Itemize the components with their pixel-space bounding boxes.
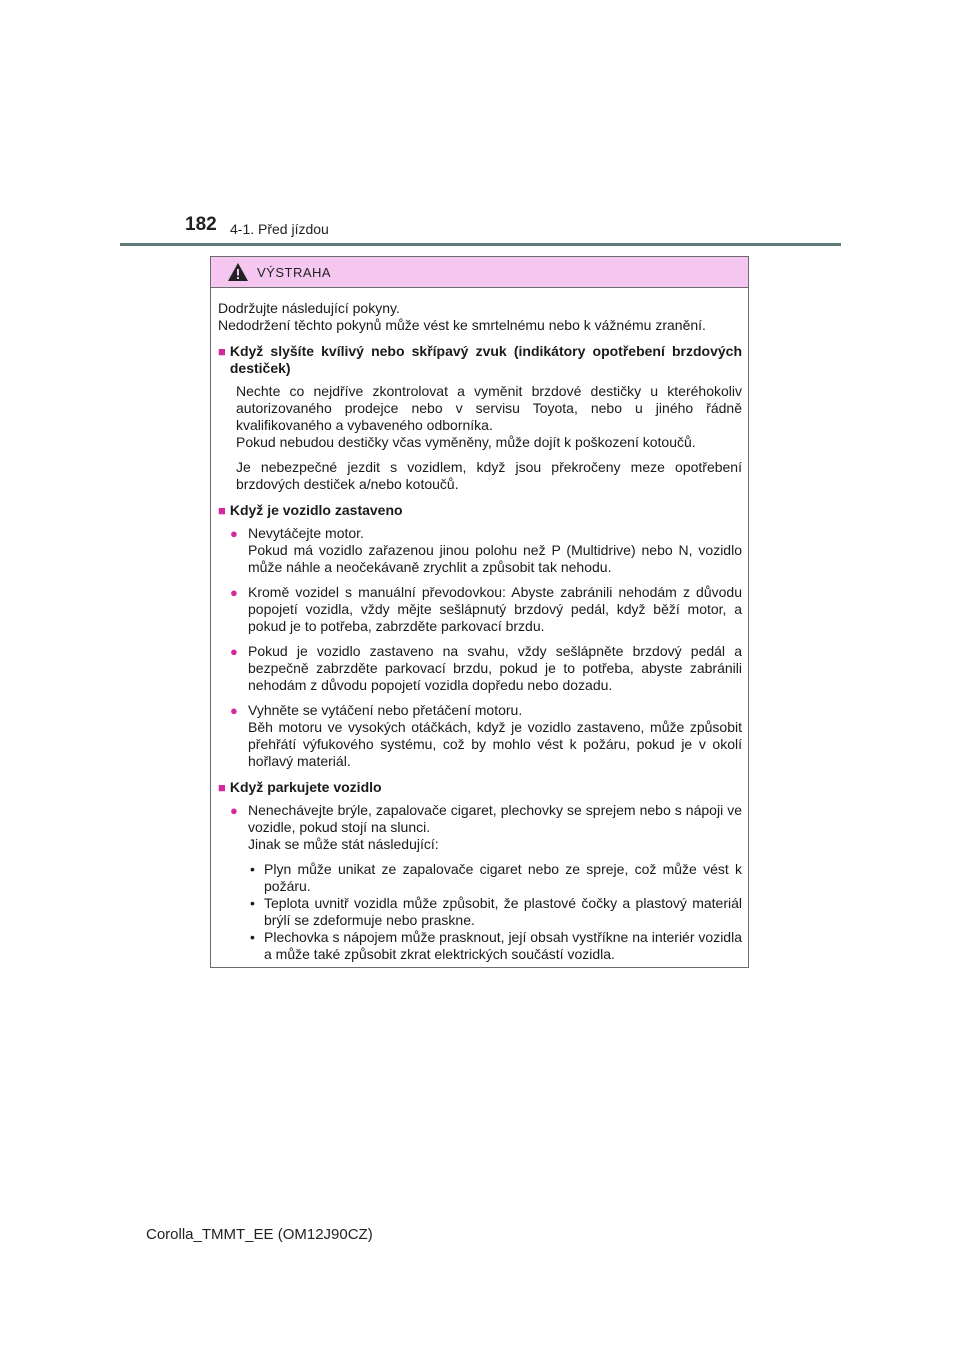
circle-bullet-icon: ● <box>230 703 238 718</box>
section-heading <box>218 502 742 519</box>
square-bullet-icon: ■ <box>218 503 226 518</box>
header-rule <box>120 243 841 246</box>
footer-model-code: Corolla_TMMT_EE (OM12J90CZ) <box>146 1226 373 1243</box>
sub-list <box>248 861 742 963</box>
warning-section <box>218 343 742 493</box>
intro-line: Dodržujte následující pokyny. <box>218 300 400 316</box>
list-item-line: Pokud je vozidlo zastaveno na svahu, vždy sešlápněte brzdový pedál a bezpečně zabrzděte parkovací brzdu, pokud je to potřeba, abyste zabránili nehodám z důvodu popojetí vozidla dopředu nebo dozadu. <box>248 643 742 693</box>
section-heading <box>218 343 742 377</box>
section-heading-text: Když je vozidlo zastaveno <box>229 502 403 518</box>
circle-bullet-icon: ● <box>230 526 238 541</box>
warning-triangle-icon <box>227 262 249 282</box>
list-item-line: Pokud má vozidlo zařazenou jinou polohu než P (Multidrive) nebo N, vozidlo může náhle a neočekávaně zrychlit a způsobit tak nehodu. <box>248 542 742 575</box>
dot-bullet-icon: • <box>250 895 255 911</box>
warning-header <box>211 257 748 288</box>
warning-section <box>218 502 742 770</box>
paragraph-line: Je nebezpečné jezdit s vozidlem, když jsou překročeny meze opotřebení brzdových destiček a/nebo kotoučů. <box>236 459 742 492</box>
list-item <box>230 802 742 963</box>
list-item-body <box>248 702 742 770</box>
warning-intro <box>218 300 742 334</box>
circle-bullet-icon: ● <box>230 585 238 600</box>
paragraph <box>236 459 742 493</box>
paragraph <box>236 383 742 451</box>
paragraph-line: Pokud nebudou destičky včas vyměněny, může dojít k poškození kotoučů. <box>236 434 696 450</box>
section-title: 4-1. Před jízdou <box>230 221 329 237</box>
list-item-body <box>248 643 742 694</box>
section-heading <box>218 779 742 796</box>
list-item <box>230 525 742 576</box>
section-heading-text: Když parkujete vozidlo <box>229 779 382 795</box>
list-item <box>230 643 742 694</box>
sub-list-item <box>248 861 742 895</box>
square-bullet-icon: ■ <box>218 344 226 359</box>
list-item <box>230 702 742 770</box>
intro-line: Nedodržení těchto pokynů může vést ke smrtelnému nebo k vážnému zranění. <box>218 317 706 333</box>
list-item-line: Vyhněte se vytáčení nebo přetáčení motoru. <box>248 702 523 718</box>
circle-bullet-icon: ● <box>230 644 238 659</box>
page-number: 182 <box>185 214 217 235</box>
sub-list-item-text: Teplota uvnitř vozidla může způsobit, že plastové čočky a plastový materiál brýlí se zdeformuje nebo praskne. <box>264 895 742 928</box>
sub-list-item <box>248 929 742 963</box>
list-item-line: Nevytáčejte motor. <box>248 525 364 541</box>
list-item-line: Kromě vozidel s manuální převodovkou: Abyste zabránili nehodám z důvodu popojetí vozidla, vždy mějte sešlápnutý brzdový pedál, když běží motor, a pokud je to potřeba, zabrzděte parkovací brzdu. <box>248 584 742 634</box>
warning-body <box>211 288 748 963</box>
list-item-body <box>248 802 742 963</box>
list-item-body <box>248 584 742 635</box>
circle-bullet-icon: ● <box>230 803 238 818</box>
list-item <box>230 584 742 635</box>
warning-section <box>218 779 742 963</box>
list-item-line: Běh motoru ve vysokých otáčkách, když je vozidlo zastaveno, může způsobit přehřátí výfukového systému, což by mohlo vést k požáru, pokud je v okolí hořlavý materiál. <box>248 719 742 769</box>
sub-list-item-text: Plechovka s nápojem může prasknout, její obsah vystříkne na interiér vozidla a může také způsobit zkrat elektrických součástí vozidla. <box>264 929 742 962</box>
section-heading-text: Když slyšíte kvílivý nebo skřípavý zvuk (indikátory opotřebení brzdových destiček) <box>229 343 742 376</box>
sub-list-item <box>248 895 742 929</box>
sub-list-item-text: Plyn může unikat ze zapalovače cigaret nebo ze spreje, což může vést k požáru. <box>264 861 742 894</box>
paragraph-line: Nechte co nejdříve zkontrolovat a vyměnit brzdové destičky u kteréhokoliv autorizovaného prodejce nebo v servisu Toyota, nebo u jiného řádně kvalifikovaného a vybaveného odborníka. <box>236 383 742 433</box>
warning-box <box>210 256 749 968</box>
list-item-body <box>248 525 742 576</box>
square-bullet-icon: ■ <box>218 780 226 795</box>
list-item-line: Jinak se může stát následující: <box>248 836 439 852</box>
warning-title: VÝSTRAHA <box>257 264 332 280</box>
list-item-line: Nenechávejte brýle, zapalovače cigaret, plechovky se sprejem nebo s nápoji ve vozidle, pokud stojí na slunci. <box>248 802 742 835</box>
dot-bullet-icon: • <box>250 929 255 945</box>
dot-bullet-icon: • <box>250 861 255 877</box>
